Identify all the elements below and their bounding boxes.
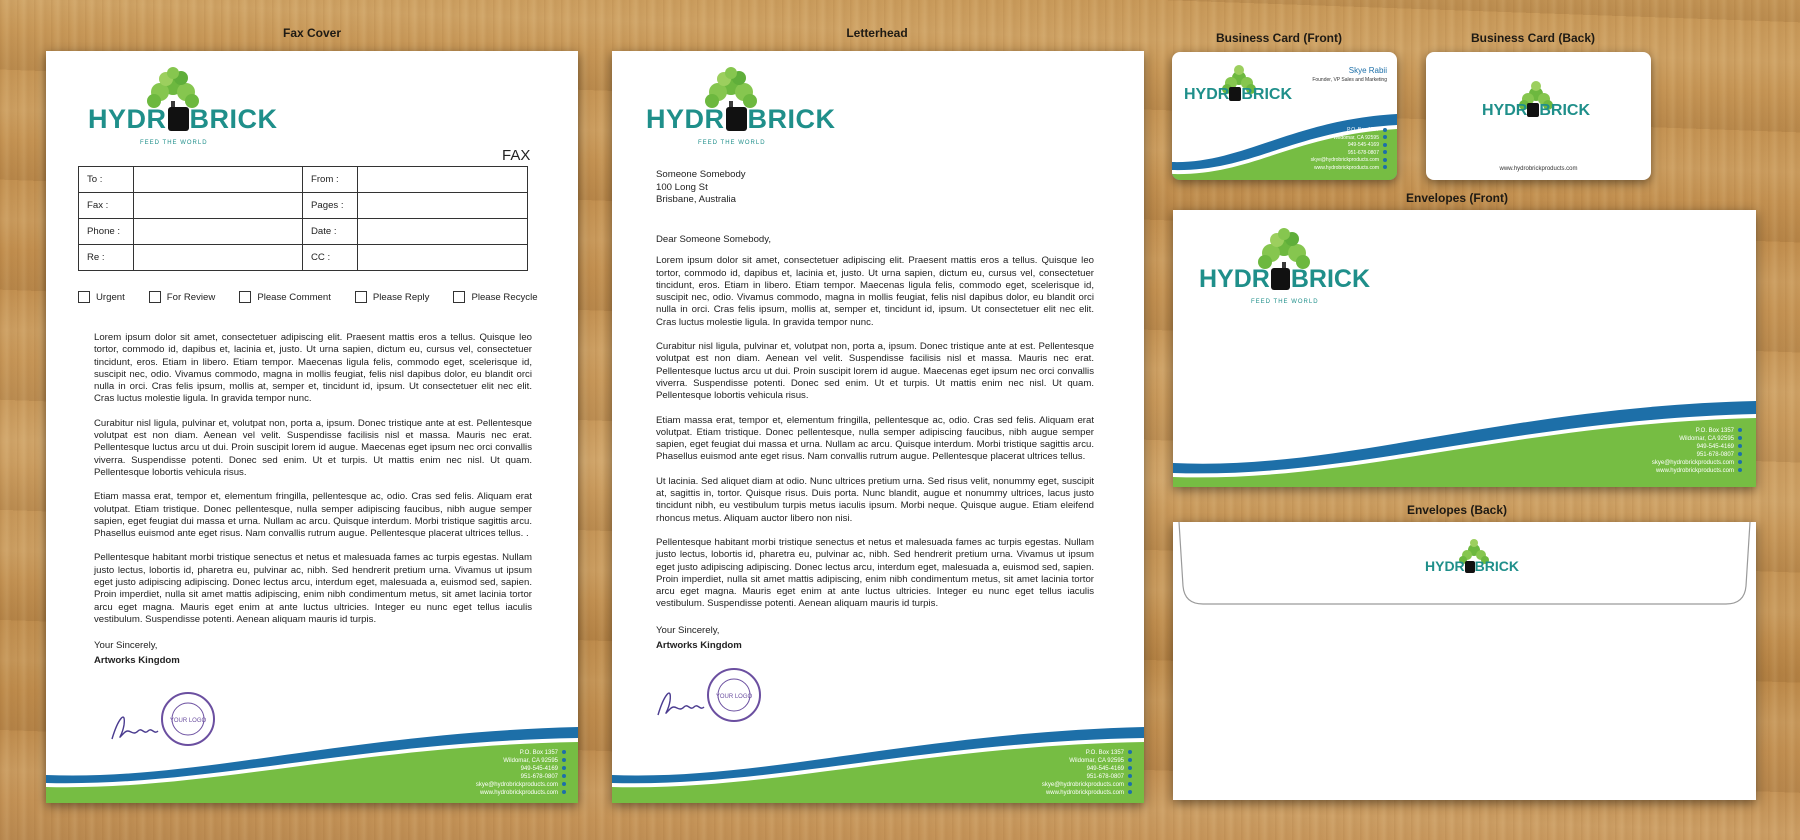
email-icon <box>1383 158 1387 162</box>
brand-logo <box>1425 538 1525 593</box>
signature-stamp <box>654 665 774 725</box>
pin-icon <box>1383 128 1387 132</box>
phone-icon <box>1383 150 1387 154</box>
logo-text-left: HYDR <box>1425 558 1465 574</box>
brick-icon <box>1527 103 1539 117</box>
checkbox-please-reply[interactable] <box>355 291 430 303</box>
email-icon <box>1128 782 1132 786</box>
letterhead-sheet <box>612 51 1144 803</box>
contact-block <box>1311 127 1387 172</box>
address-line: Brisbane, Australia <box>656 194 736 205</box>
email-icon <box>1738 460 1742 464</box>
logo-text-left: HYDR <box>88 104 167 134</box>
contact-block <box>1652 427 1742 475</box>
pin-icon <box>1128 750 1132 754</box>
fax-checkbox-row <box>78 291 552 303</box>
phone-icon <box>562 774 566 778</box>
checkbox-icon[interactable] <box>78 291 90 303</box>
paragraph: Pellentesque habitant morbi tristique senectus et netus et malesuada fames ac turpis egestas. Nullam justo lectus, lobortis id, pharetra eu, pulvinar ac, nibh. Sed hendrerit pretium urna. Vivamus ut ipsum eget justo adipiscing adipiscing. Donec lectus arcu, interdum eget, malesuada a, euismod sed, sapien. Proin imperdiet, nulla sit amet mattis adipiscing, enim nibh condimentum metus, sit amet lacinia tortor arcu eget magna. Mauris eget enim at ante luctus ultricies. Integer eu nunc eget tellus iaculis vestibulum. Suspendisse potenti. Aenean aliquam mauris id turpis. <box>656 536 1094 610</box>
contact-line: www.hydrobrickproducts.com <box>1652 467 1742 475</box>
web-icon <box>1128 790 1132 794</box>
logo-text-left: HYDR <box>646 104 725 134</box>
fax-pages-label: Pages : <box>303 193 358 219</box>
fax-from-field[interactable] <box>358 167 528 193</box>
checkbox-icon[interactable] <box>355 291 367 303</box>
fax-fax-label: Fax : <box>79 193 134 219</box>
brand-logo <box>88 65 278 151</box>
salutation: Dear Someone Somebody, <box>656 234 772 245</box>
contact-line: 949-545-4169 <box>1652 443 1742 451</box>
table-row <box>79 245 528 271</box>
phone-icon <box>1738 452 1742 456</box>
fax-phone-label: Phone : <box>79 219 134 245</box>
envelope-back <box>1173 522 1756 800</box>
fax-to-label: To : <box>79 167 134 193</box>
pin-icon <box>1738 436 1742 440</box>
brick-icon <box>168 107 189 131</box>
logo-text-right: BRICK <box>189 104 278 134</box>
caption-fax-cover: Fax Cover <box>282 26 342 40</box>
contact-line: Wildomar, CA 92595 <box>476 757 566 765</box>
pin-icon <box>562 758 566 762</box>
card-holder-title: Founder, VP Sales and Marketing <box>1312 77 1387 83</box>
letter-body <box>656 234 1094 653</box>
checkbox-label: Please Comment <box>257 291 331 303</box>
contact-line: 951-678-0807 <box>1311 150 1387 158</box>
checkbox-label: Urgent <box>96 291 125 303</box>
checkbox-icon[interactable] <box>239 291 251 303</box>
checkbox-label: Please Reply <box>372 291 430 303</box>
recipient-address <box>656 169 746 207</box>
logo-text-right: BRICK <box>1241 86 1293 103</box>
contact-line: P.O. Box 1357 <box>1042 749 1132 757</box>
logo-text-right: BRICK <box>1474 558 1520 574</box>
logo-tagline: FEED THE WORLD <box>698 140 766 146</box>
fax-re-field[interactable] <box>134 245 303 271</box>
checkbox-urgent[interactable] <box>78 291 125 303</box>
contact-line: Wildomar, CA 92595 <box>1652 435 1742 443</box>
logo-text-right: BRICK <box>1539 102 1591 119</box>
contact-line: 949-545-4169 <box>1042 765 1132 773</box>
address-line: 100 Long St <box>656 181 708 193</box>
card-holder-name: Skye Rabii <box>1348 66 1387 75</box>
contact-line: skye@hydrobrickproducts.com <box>1042 781 1132 789</box>
table-row <box>79 167 528 193</box>
fax-re-label: Re : <box>79 245 134 271</box>
web-icon <box>1738 468 1742 472</box>
contact-line: skye@hydrobrickproducts.com <box>476 781 566 789</box>
paragraph: Etiam massa erat, tempor et, elementum fringilla, pellentesque ac, odio. Cras sed felis. Aliquam erat volutpat. Etiam tristique. Donec pellentesque, nulla semper adipiscing faucibus, nibh augue semper sapien, eget feugiat dui massa et urna. Nullam ac arcu. Quisque interdum. Morbi tristique sagittis arcu. Phasellus euismod ante eget risus. Nam convallis rutrum augue. Pellentesque placerat ultrices tellus. <box>656 414 1094 463</box>
svg-text:YOUR LOGO: YOUR LOGO <box>169 718 207 724</box>
logo-text-left: HYDR <box>1482 102 1528 119</box>
contact-line: skye@hydrobrickproducts.com <box>1311 157 1387 165</box>
checkbox-icon[interactable] <box>149 291 161 303</box>
paragraph: Curabitur nisl ligula, pulvinar et, volutpat non, porta a, ipsum. Donec tristique ante at est. Pellentesque volutpat est non diam. Aenean vel velit. Suspendisse facilisis nisl et massa. Mauris nec erat. Pellentesque luctus arcu ut dui. Proin suscipit lorem id augue. Maecenas eget ipsum nec orci convallis viverra. Suspendisse potenti. Donec sed enim. Ut et turpis. Ut mattis enim nec nisl. Ut quam. Pellentesque lobortis vehicula risus. <box>656 341 1094 402</box>
web-icon <box>1383 165 1387 169</box>
logo-tagline: FEED THE WORLD <box>1251 299 1319 305</box>
address-line: Someone Somebody <box>656 169 746 180</box>
pin-icon <box>1738 428 1742 432</box>
brand-logo <box>1199 226 1369 312</box>
caption-card-back: Business Card (Back) <box>1470 31 1596 45</box>
paragraph: Curabitur nisl ligula, pulvinar et, volutpat non, porta a, ipsum. Donec tristique ante at est. Pellentesque volutpat est non diam. Aenean vel velit. Suspendisse facilisis nisl et massa. Mauris nec erat. Pellentesque luctus arcu ut dui. Proin suscipit lorem id augue. Maecenas eget ipsum nec orci convallis viverra. Suspendisse potenti. Donec sed enim. Ut et turpis. Ut mattis enim nec nisl. Ut quam. Pellentesque lobortis vehicula risus. <box>94 417 532 478</box>
fax-date-label: Date : <box>303 219 358 245</box>
checkbox-icon[interactable] <box>453 291 465 303</box>
contact-line: skye@hydrobrickproducts.com <box>1652 459 1742 467</box>
logo-text-left: HYDR <box>1199 265 1270 293</box>
checkbox-please-comment[interactable] <box>239 291 331 303</box>
signer-name: Artworks Kingdom <box>94 655 180 667</box>
contact-line: 951-678-0807 <box>1652 451 1742 459</box>
caption-card-front: Business Card (Front) <box>1215 31 1342 45</box>
fax-info-table <box>78 166 528 271</box>
contact-line: www.hydrobrickproducts.com <box>1042 789 1132 797</box>
caption-letterhead: Letterhead <box>846 26 908 40</box>
table-row <box>79 193 528 219</box>
paragraph: Pellentesque habitant morbi tristique senectus et netus et malesuada fames ac turpis egestas. Nullam justo lectus, lobortis id, pharetra eu, pulvinar ac, nibh. Sed hendrerit pretium urna. Vivamus ut ipsum eget justo adipiscing adipiscing. Donec lectus arcu, interdum eget, malesuada a, euismod sed, sapien. Proin imperdiet, nulla sit amet mattis adipiscing, enim nibh condimentum metus, sit amet lacinia tortor arcu eget magna. Mauris eget enim at ante luctus ultricies. Integer eu nunc eget tellus iaculis vestibulum. Suspendisse potenti. Aenean aliquam mauris id turpis. <box>94 552 532 625</box>
contact-line: Wildomar, CA 92595 <box>1311 135 1387 143</box>
checkbox-label: For Review <box>166 291 216 303</box>
contact-line: 949-545-4169 <box>476 765 566 773</box>
fax-fax-field[interactable] <box>134 193 303 219</box>
phone-icon <box>562 766 566 770</box>
paragraph: Lorem ipsum dolor sit amet, consectetuer adipiscing elit. Praesent mattis eros a tellus. Quisque leo tortor, commodo id, dapibus et, lacinia et, justo. Ut urna sapien, dictum eu, cursus vel, consectetuer tincidunt, eros. Etiam in libero. Etiam tempor. Maecenas ligula felis, commodo eget, scelerisque id, suscipit nec, odio. Vivamus commodo, magna in mollis feugiat, felis nisl dapibus dolor, eu blandit orci nulla in orci. Cras felis ipsum, mollis at, semper et, tincidunt id, ipsum. Ut consectetuer elit nec elit. Cras luctus molestie ligula. In gravida tempor nunc. <box>656 255 1094 328</box>
closing: Your Sincerely, <box>656 624 720 636</box>
phone-icon <box>1128 766 1132 770</box>
brand-logo <box>1482 80 1597 140</box>
fax-pages-field[interactable] <box>358 193 528 219</box>
contact-line: P.O. Box 1357 <box>1311 127 1387 135</box>
signer-name: Artworks Kingdom <box>656 639 742 651</box>
fax-cc-field[interactable] <box>358 245 528 271</box>
paragraph: Lorem ipsum dolor sit amet, consectetuer adipiscing elit. Praesent mattis eros a tellus. Quisque leo tortor, commodo id, dapibus et, lacinia et, justo. Ut urna sapien, dictum eu, cursus vel, consectetuer tincidunt, eros. Etiam in libero. Etiam tempor. Maecenas ligula felis, commodo eget, scelerisque id, suscipit nec, odio. Vivamus commodo, magna in mollis feugiat, felis nisl dapibus dolor, eu blandit orci nulla in orci. Cras felis ipsum, mollis at, semper et, tincidunt id, ipsum. Ut consectetuer elit nec elit. Cras luctus molestie ligula. In gravida tempor nunc. <box>94 332 532 405</box>
envelope-front <box>1173 210 1756 487</box>
contact-line: 951-678-0807 <box>476 773 566 781</box>
phone-icon <box>1128 774 1132 778</box>
phone-icon <box>1738 444 1742 448</box>
card-website: www.hydrobrickproducts.com <box>1499 166 1578 172</box>
checkbox-please-recycle[interactable] <box>453 291 537 303</box>
contact-line: P.O. Box 1357 <box>1652 427 1742 435</box>
contact-line: www.hydrobrickproducts.com <box>1311 165 1387 173</box>
fax-cc-label: CC : <box>303 245 358 271</box>
contact-line: 951-678-0807 <box>1042 773 1132 781</box>
logo-text-left: HYDR <box>1184 86 1230 103</box>
paragraph: Etiam massa erat, tempor et, elementum fringilla, pellentesque ac, odio. Cras sed felis. Aliquam erat volutpat. Etiam tristique. Donec pellentesque, nulla semper adipiscing faucibus, nibh augue semper sapien, eget feugiat dui massa et urna. Nullam ac arcu. Quisque interdum. Morbi tristique sagittis arcu. Phasellus euismod ante eget risus. Nam convallis rutrum augue. Pellentesque placerat ultrices tellus. . <box>94 491 532 540</box>
business-card-back <box>1426 52 1651 180</box>
fax-to-field[interactable] <box>134 167 303 193</box>
pin-icon <box>562 750 566 754</box>
contact-block <box>476 749 566 797</box>
contact-line: P.O. Box 1357 <box>476 749 566 757</box>
phone-icon <box>1383 143 1387 147</box>
closing: Your Sincerely, <box>94 640 158 652</box>
fax-cover-sheet <box>46 51 578 803</box>
brick-icon <box>726 107 747 131</box>
fax-phone-field[interactable] <box>134 219 303 245</box>
contact-block <box>1042 749 1132 797</box>
fax-body <box>94 332 532 668</box>
checkbox-for-review[interactable] <box>149 291 216 303</box>
contact-line: Wildomar, CA 92595 <box>1042 757 1132 765</box>
brick-icon <box>1465 561 1475 573</box>
fax-from-label: From : <box>303 167 358 193</box>
paragraph: Ut lacinia. Sed aliquet diam at odio. Nunc ultrices pretium urna. Sed risus velit, nonummy eget, suscipit at, sagittis in, tortor. Quisque risus. Duis porta. Nunc blandit, augue et nonummy ultrices, lacus justo tincidunt nibh, eu vestibulum turpis metus iaculis ipsum. Morbi neque. Quisque augue. Etiam eleifend rhoncus metus. Aliquam auctor libero non nisi. <box>656 475 1094 524</box>
brick-icon <box>1271 268 1290 290</box>
email-icon <box>562 782 566 786</box>
business-card-front <box>1172 52 1397 180</box>
fax-heading: FAX <box>502 147 531 164</box>
logo-tagline: FEED THE WORLD <box>140 140 208 146</box>
pin-icon <box>1128 758 1132 762</box>
contact-line: 949-545-4169 <box>1311 142 1387 150</box>
logo-text-right: BRICK <box>747 104 836 134</box>
svg-text:YOUR LOGO: YOUR LOGO <box>715 694 753 700</box>
table-row <box>79 219 528 245</box>
caption-envelope-back: Envelopes (Back) <box>1406 503 1508 517</box>
contact-line: www.hydrobrickproducts.com <box>476 789 566 797</box>
checkbox-label: Please Recycle <box>471 291 538 303</box>
brand-logo <box>646 65 836 151</box>
caption-envelope-front: Envelopes (Front) <box>1405 191 1508 205</box>
logo-text-right: BRICK <box>1290 265 1371 293</box>
pin-icon <box>1383 135 1387 139</box>
web-icon <box>562 790 566 794</box>
fax-date-field[interactable] <box>358 219 528 245</box>
